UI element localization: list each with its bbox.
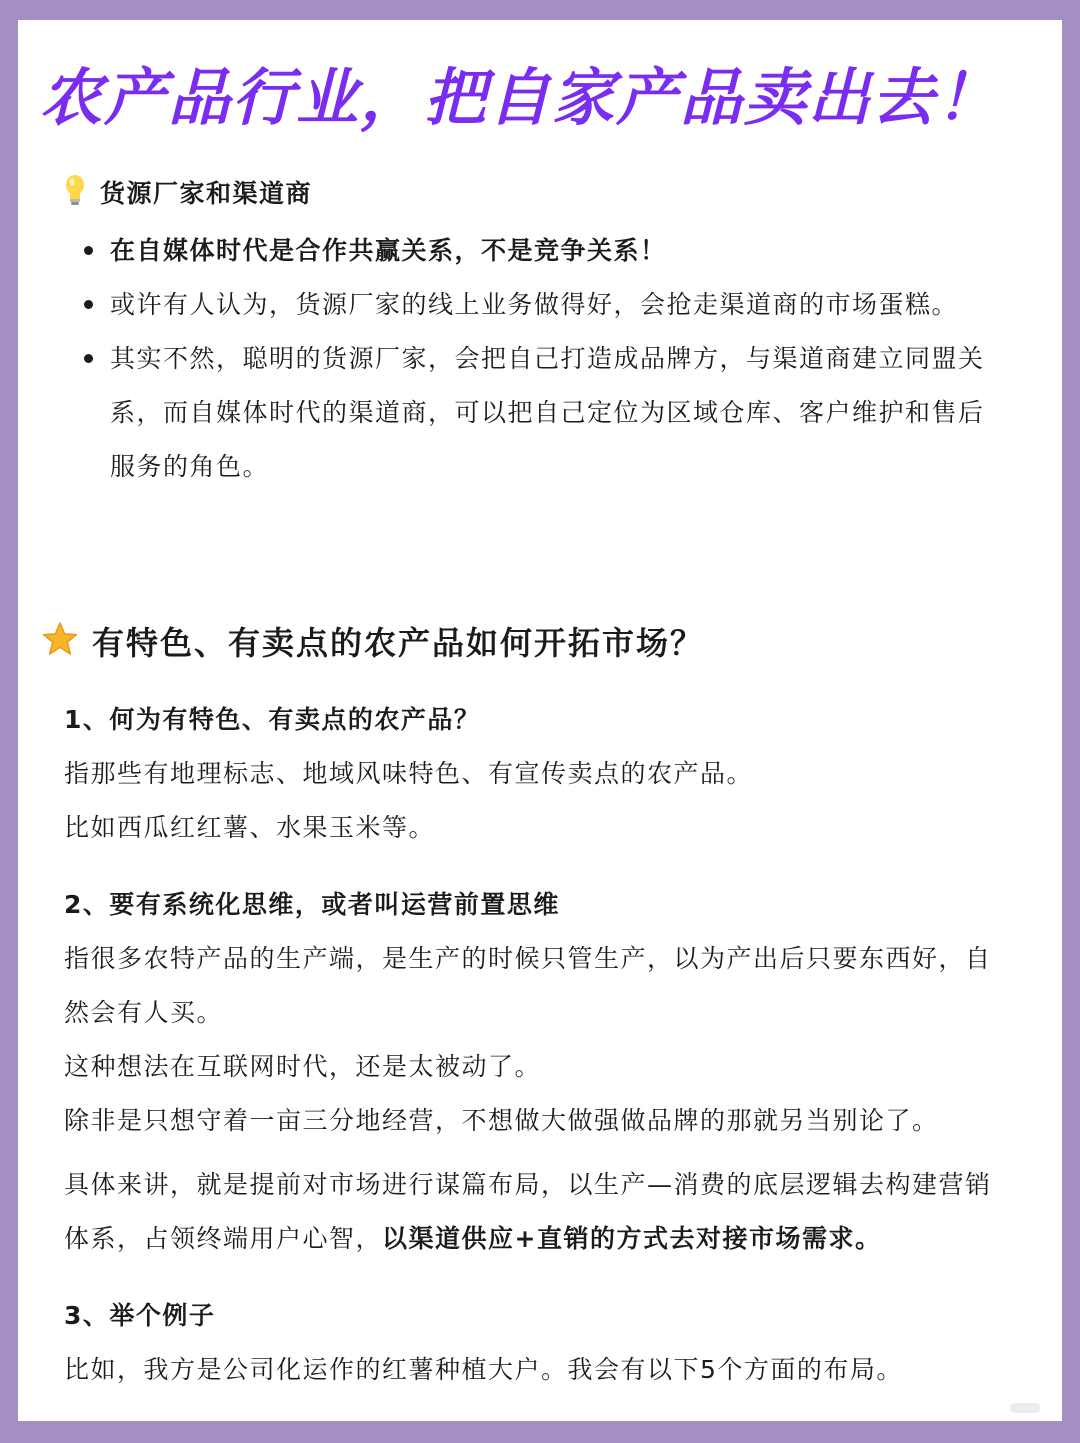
- tip-label: 货源厂家和渠道商: [100, 179, 313, 208]
- content-card: [18, 20, 1062, 1421]
- part-2: [64, 878, 1004, 1266]
- list-item: 其实不然，聪明的货源厂家，会把自己打造成品牌方，与渠道商建立同盟关系，而自媒体时代的渠道商，可以把自己定位为区域仓库、客户维护和售后服务的角色。: [84, 332, 1004, 494]
- paragraph: 指很多农特产品的生产端，是生产的时候只管生产，以为产出后只要东西好，自然会有人买。: [64, 944, 992, 1027]
- part-1: [64, 693, 1004, 855]
- lightbulb-icon: [64, 174, 86, 210]
- paragraph: 指那些有地理标志、地域风味特色、有宣传卖点的农产品。: [64, 759, 754, 788]
- paragraph: [64, 1158, 1004, 1266]
- bullet-list: [84, 224, 1004, 494]
- part-1-heading: 1、何为有特色、有卖点的农产品？: [64, 705, 481, 734]
- corner-mark: [1010, 1403, 1040, 1413]
- section-heading: [42, 617, 704, 665]
- page-title: 农产品行业，把自家产品卖出去！: [40, 61, 1001, 134]
- paragraph: 这种想法在互联网时代，还是太被动了。: [64, 1052, 542, 1081]
- tip-heading: [64, 172, 312, 212]
- paragraph-text: 具体来讲，就是提前对市场进行谋篇布局，以生产—消费的底层逻辑去构建营销体系，占领终端用户心智，: [64, 1170, 992, 1253]
- section-heading-label: 有特色、有卖点的农产品如何开拓市场？: [92, 624, 705, 662]
- paragraph: 除非是只想守着一亩三分地经营，不想做大做强做品牌的那就另当别论了。: [64, 1106, 939, 1135]
- list-item: 或许有人认为，货源厂家的线上业务做得好，会抢走渠道商的市场蛋糕。: [84, 278, 1004, 332]
- star-icon: [42, 621, 78, 661]
- paragraph: 比如西瓜红红薯、水果玉米等。: [64, 813, 436, 842]
- part-2-heading: 2、要有系统化思维，或者叫运营前置思维: [64, 890, 560, 919]
- paragraph: 比如，我方是公司化运作的红薯种植大户。我会有以下5个方面的布局。: [64, 1355, 903, 1384]
- part-3-heading: 3、举个例子: [64, 1301, 216, 1330]
- part-3: [64, 1289, 1004, 1397]
- paragraph-emphasis: 以渠道供应+直销的方式去对接市场需求。: [382, 1224, 882, 1253]
- list-item: 在自媒体时代是合作共赢关系，不是竞争关系！: [84, 224, 1004, 278]
